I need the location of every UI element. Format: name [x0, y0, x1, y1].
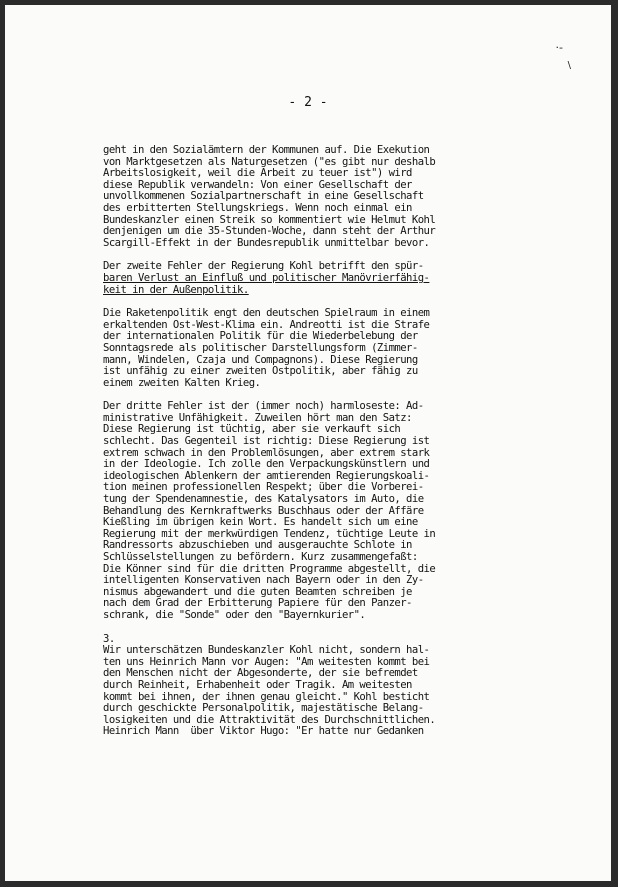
text-line: Kießling im übrigen kein Wort. Es handelt sich um eine	[103, 516, 418, 529]
text-line: Arbeitslosigkeit, weil die Arbeit zu teuer ist") wird	[103, 167, 412, 180]
section-number: 3.	[103, 632, 115, 645]
paragraph-3	[103, 308, 513, 389]
text-line: losigkeiten und die Attraktivität des Durchschnittlichen.	[103, 713, 436, 726]
text-line: Schlüsselstellungen zu befördern. Kurz zusammengefaßt:	[103, 551, 418, 563]
page-number: - 2 -	[288, 95, 328, 110]
underlined-line: baren Verlust an Einfluß und politischer Manövrierfähig-	[103, 271, 430, 284]
text-line: in der Ideologie. Ich zolle den Verpackungskünstlern und	[103, 458, 430, 471]
text-line: durch Reinheit, Erhabenheit oder Tragik. Am weitesten	[103, 678, 412, 691]
text-line: schlecht. Das Gegenteil ist richtig: Diese Regierung ist	[103, 435, 430, 448]
text-line: schrank, die "Sonde" oder den "Bayernkurier".	[103, 608, 366, 621]
text-line: ten uns Heinrich Mann vor Augen: "Am weitesten kommt bei	[103, 655, 430, 668]
paragraph-5	[103, 634, 513, 738]
text-line: Die Könner sind für die dritten Programme abgestellt, die	[103, 562, 436, 575]
text-line: nismus abgewandert und die guten Beamten schreiben je	[103, 585, 412, 598]
text-line: Behandlung des Kernkraftwerks Buschhaus oder der Affäre	[103, 504, 424, 517]
text-line: intelligenten Konservativen nach Bayern oder in den Zy-	[103, 574, 424, 587]
text-line: den Menschen nicht der Abgesonderte, der sie befremdet	[103, 667, 418, 680]
underlined-line: keit in der Außenpolitik.	[103, 283, 249, 296]
text-line: Randressorts abzuschieben und ausgerauchte Schlote in	[103, 539, 412, 552]
document-page	[5, 5, 611, 881]
text-line: Der dritte Fehler ist der (immer noch) harmloseste: Ad-	[103, 400, 424, 413]
paragraph-4	[103, 401, 513, 621]
text-line: Scargill-Effekt in der Bundesrepublik unmittelbar bevor.	[103, 236, 430, 249]
text-line: kommt bei ihnen, der ihnen genau gleicht." Kohl besticht	[103, 690, 430, 703]
text-line: erkaltenden Ost-West-Klima ein. Andreotti ist die Strafe	[103, 318, 430, 331]
text-line: ministrative Unfähigkeit. Zuweilen hört man den Satz:	[103, 411, 412, 424]
margin-mark: ·-	[555, 41, 563, 54]
text-line: mann, Windelen, Czaja und Compagnons). Diese Regierung	[103, 353, 418, 366]
text-line: nach dem Grad der Erbitterung Papiere für den Panzer-	[103, 597, 412, 610]
text-line: einem zweiten Kalten Krieg.	[103, 376, 261, 389]
text-line: diese Republik verwandeln: Von einer Gesellschaft der	[103, 178, 412, 191]
text-line: unvollkommenen Sozialpartnerschaft in eine Gesellschaft	[103, 190, 424, 203]
text-line: der internationalen Politik für die Wiederbelebung der	[103, 330, 418, 343]
margin-mark-2: \	[567, 60, 571, 71]
text-line: Heinrich Mann über Viktor Hugo: "Er hatte nur Gedanken	[103, 725, 424, 738]
text-line: Diese Regierung ist tüchtig, aber sie verkauft sich	[103, 423, 401, 436]
text-line: geht in den Sozialämtern der Kommunen auf. Die Exekution	[103, 144, 430, 156]
paragraph-1	[103, 145, 513, 249]
text-line: Bundeskanzler einen Streik so kommentiert wie Helmut Kohl	[103, 213, 436, 226]
text-line: durch geschickte Personalpolitik, majestätische Belang-	[103, 702, 424, 715]
text-line: des erbitterten Stellungskriegs. Wenn noch einmal ein	[103, 201, 412, 214]
paragraph-2	[103, 261, 513, 296]
text-line: von Marktgesetzen als Naturgesetzen ("es gibt nur deshalb	[103, 155, 436, 168]
text-line: extrem schwach in den Problemlösungen, aber extrem stark	[103, 446, 430, 459]
text-line: ideologischen Ablenkern der amtierenden Regierungskoali-	[103, 469, 430, 482]
text-line: Der zweite Fehler der Regierung Kohl betrifft den spür-	[103, 260, 424, 273]
text-line: Die Raketenpolitik engt den deutschen Spielraum in einem	[103, 307, 430, 320]
text-line: ist unfähig zu einer zweiten Ostpolitik, aber fähig zu	[103, 365, 418, 378]
text-line: Regierung mit der merkwürdigen Tendenz, tüchtige Leute in	[103, 527, 436, 540]
document-body	[103, 145, 513, 750]
text-line: denjenigen um die 35-Stunden-Woche, dann steht der Arthur	[103, 225, 436, 238]
text-line: tion meinen professionellen Respekt; über die Vorberei-	[103, 481, 424, 494]
text-line: Wir unterschätzen Bundeskanzler Kohl nicht, sondern hal-	[103, 644, 430, 657]
text-line: Sonntagsrede als politischer Darstellungsform (Zimmer-	[103, 341, 418, 354]
text-line: tung der Spendenamnestie, des Katalysators im Auto, die	[103, 493, 424, 506]
